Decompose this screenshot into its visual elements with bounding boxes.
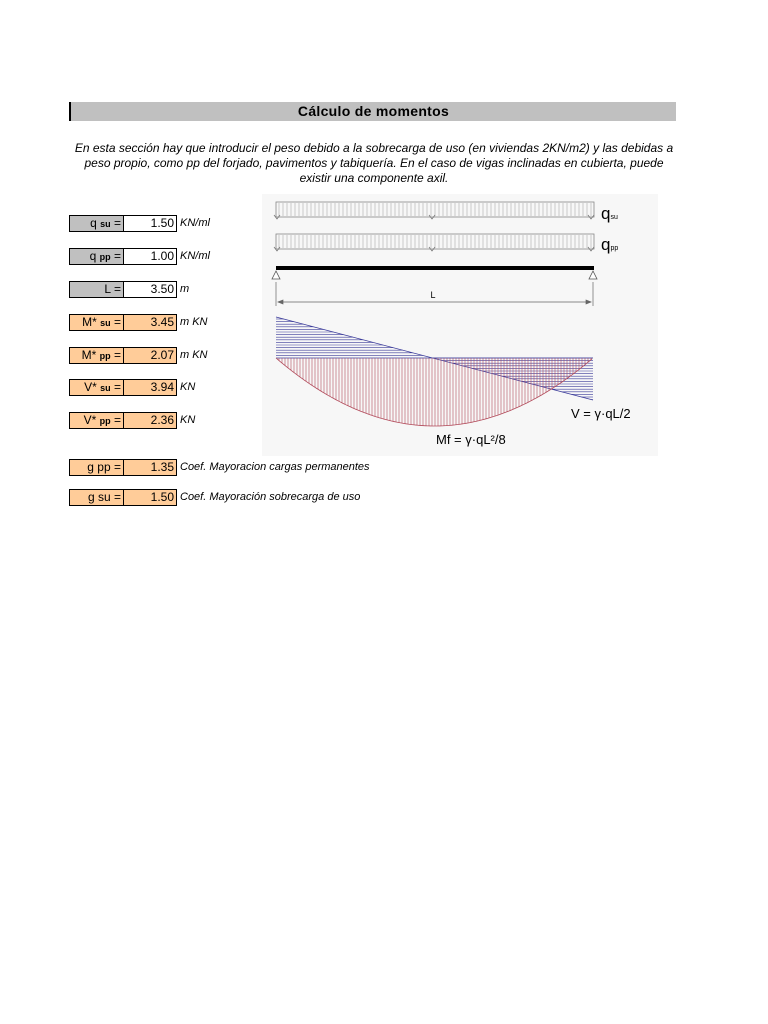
length-value-input[interactable]: 3.50	[124, 281, 177, 298]
q-su-unit: KN/ml	[180, 217, 210, 229]
g-pp-value[interactable]: 1.35	[124, 459, 177, 476]
g-su-description: Coef. Mayoración sobrecarga de uso	[180, 491, 361, 503]
result-row-m-pp	[69, 347, 208, 364]
coef-row-g-su	[69, 489, 360, 506]
q-su-label: q su =	[69, 215, 124, 232]
section-title: Cálculo de momentos	[69, 102, 676, 121]
result-row-m-su	[69, 314, 208, 331]
input-row-length	[69, 281, 189, 298]
m-pp-value: 2.07	[124, 347, 177, 364]
v-su-value: 3.94	[124, 379, 177, 396]
coef-row-g-pp	[69, 459, 370, 476]
g-su-value[interactable]: 1.50	[124, 489, 177, 506]
m-pp-label: M* pp =	[69, 347, 124, 364]
beam-load-diagram	[262, 194, 658, 456]
g-pp-label: g pp =	[69, 459, 124, 476]
length-unit: m	[180, 283, 190, 295]
g-su-label: g su =	[69, 489, 124, 506]
length-label: L =	[69, 281, 124, 298]
v-pp-value: 2.36	[124, 412, 177, 429]
v-su-unit: KN	[180, 381, 196, 393]
m-su-unit: m KN	[180, 316, 208, 328]
input-row-q-su	[69, 215, 210, 232]
m-su-value: 3.45	[124, 314, 177, 331]
q-pp-label: q pp =	[69, 248, 124, 265]
v-pp-label: V* pp =	[69, 412, 124, 429]
v-pp-unit: KN	[180, 414, 196, 426]
v-su-label: V* su =	[69, 379, 124, 396]
moment-formula: Mf = γ·qL²/8	[436, 432, 506, 447]
q-su-symbol: qsu	[601, 204, 618, 223]
q-pp-unit: KN/ml	[180, 250, 210, 262]
input-row-q-pp	[69, 248, 210, 265]
q-pp-value-input[interactable]: 1.00	[124, 248, 177, 265]
beam	[276, 266, 594, 270]
m-su-label: M* su =	[69, 314, 124, 331]
g-pp-description: Coef. Mayoracion cargas permanentes	[180, 461, 370, 473]
shear-formula: V = γ·qL/2	[571, 406, 631, 421]
result-row-v-su	[69, 379, 195, 396]
intro-text: En esta sección hay que introducir el peso debido a la sobrecarga de uso (en viviendas 2KN/m2) y las debidas a peso propio, como pp del forjado, pavimentos y tabiquería. En el caso de vigas inclinadas en cubierta, puede existir una componente axil.	[74, 141, 674, 185]
q-pp-symbol: qpp	[601, 235, 619, 254]
q-su-value-input[interactable]: 1.50	[124, 215, 177, 232]
result-row-v-pp	[69, 412, 195, 429]
span-label: L	[430, 290, 436, 300]
m-pp-unit: m KN	[180, 349, 208, 361]
